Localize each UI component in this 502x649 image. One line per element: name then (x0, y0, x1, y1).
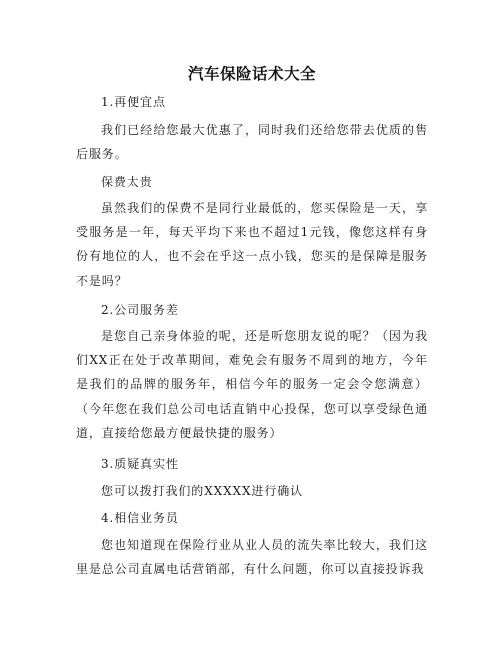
section-heading-premium: 保费太贵 (101, 175, 153, 189)
document-title: 汽车保险话术大全 (187, 65, 316, 83)
section-paragraph-4: 您也知道现在保险行业从业人员的流失率比较大，我们这里是总公司直属电话营销部，有什么问题，你可以直接投诉我 (76, 538, 428, 577)
section-paragraph-premium: 虽然我们的保费不是同行业最低的，您买保险是一天，享受服务是一年，每天平均下来也不超过1元钱，像您这样有身份有地位的人，也不会在乎这一点小钱，您买的是保障是服务不是吗？ (76, 201, 428, 288)
section-heading-4: 4.相信业务员 (101, 511, 179, 525)
section-heading-1: 1.再便宜点 (101, 95, 166, 109)
section-heading-2: 2.公司服务差 (101, 303, 179, 317)
section-paragraph-2: 是您自己亲身体验的呢，还是听您朋友说的呢？（因为我们XX正在处于改革期间，难免会有服务不周到的地方，今年是我们的品牌的服务年，相信今年的服务一定会令您满意）（今年您在我们总公司电话直销中心投保，您可以享受绿色通道，直接给您最方便最快捷的服务） (76, 329, 428, 440)
section-heading-3: 3.质疑真实性 (101, 457, 179, 471)
section-paragraph-1: 我们已经给您最大优惠了，同时我们还给您带去优质的售后服务。 (76, 123, 428, 162)
section-paragraph-3: 您可以拨打我们的XXXXX进行确认 (101, 484, 304, 498)
